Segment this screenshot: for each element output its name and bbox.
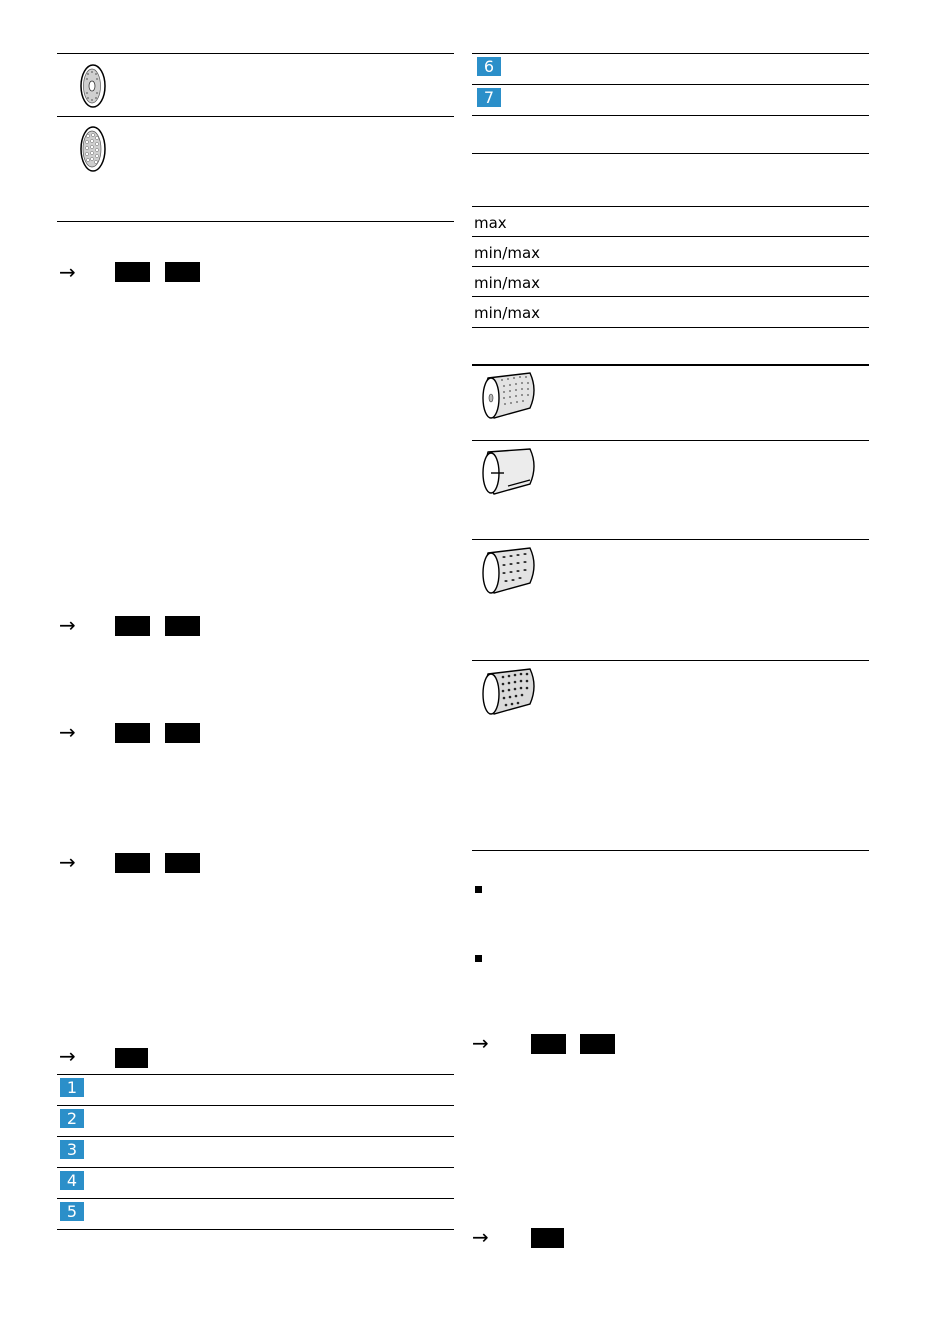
redacted-reference: [531, 1034, 566, 1054]
table-rule: [57, 1136, 454, 1137]
redacted-reference: [115, 853, 150, 873]
coarse-perforated-disc-icon: [78, 124, 108, 174]
table-rule: [472, 266, 869, 267]
reference-arrow: →: [59, 720, 76, 744]
table-rule: [57, 116, 454, 117]
reference-arrow: →: [59, 260, 76, 284]
step-badge-3: 3: [60, 1140, 84, 1159]
grating-drum-fine-icon: [478, 370, 540, 422]
reference-arrow: →: [59, 850, 76, 874]
table-rule: [472, 236, 869, 237]
speed-label: max: [474, 214, 507, 232]
reference-arrow: →: [472, 1031, 489, 1055]
table-rule: [472, 153, 869, 154]
table-rule: [57, 1105, 454, 1106]
redacted-reference: [165, 723, 200, 743]
slicing-drum-icon: [478, 446, 540, 498]
table-rule: [57, 1167, 454, 1168]
table-rule: [472, 660, 869, 661]
table-rule: [472, 539, 869, 540]
step-badge-1: 1: [60, 1078, 84, 1097]
step-badge-4: 4: [60, 1171, 84, 1190]
reference-arrow: →: [472, 1225, 489, 1249]
bullet-square: [475, 886, 482, 893]
speed-label: min/max: [474, 244, 541, 262]
table-rule: [57, 1074, 454, 1075]
table-rule: [472, 296, 869, 297]
table-rule: [472, 327, 869, 328]
redacted-reference: [580, 1034, 615, 1054]
redacted-reference: [115, 723, 150, 743]
redacted-reference: [115, 262, 150, 282]
grating-drum-rough-icon: [478, 666, 540, 718]
table-rule: [472, 364, 869, 366]
redacted-reference: [115, 616, 150, 636]
speed-label: min/max: [474, 274, 541, 292]
redacted-reference: [531, 1228, 564, 1248]
step-badge-6: 6: [477, 57, 501, 76]
table-rule: [57, 1229, 454, 1230]
bullet-square: [475, 955, 482, 962]
reference-arrow: →: [59, 1044, 76, 1068]
table-rule: [472, 53, 869, 54]
step-badge-5: 5: [60, 1202, 84, 1221]
grating-drum-coarse-icon: [478, 545, 540, 597]
reference-arrow: →: [59, 613, 76, 637]
table-rule: [57, 53, 454, 54]
table-rule: [472, 440, 869, 441]
table-rule: [472, 850, 869, 851]
redacted-reference: [165, 853, 200, 873]
speed-label: min/max: [474, 304, 541, 322]
redacted-reference: [165, 616, 200, 636]
table-rule: [472, 84, 869, 85]
redacted-reference: [115, 1048, 148, 1068]
table-rule: [57, 1198, 454, 1199]
table-rule: [472, 115, 869, 116]
table-rule: [57, 221, 454, 222]
redacted-reference: [165, 262, 200, 282]
table-rule: [472, 206, 869, 207]
fine-perforated-disc-icon: [78, 62, 108, 110]
step-badge-7: 7: [477, 88, 501, 107]
step-badge-2: 2: [60, 1109, 84, 1128]
